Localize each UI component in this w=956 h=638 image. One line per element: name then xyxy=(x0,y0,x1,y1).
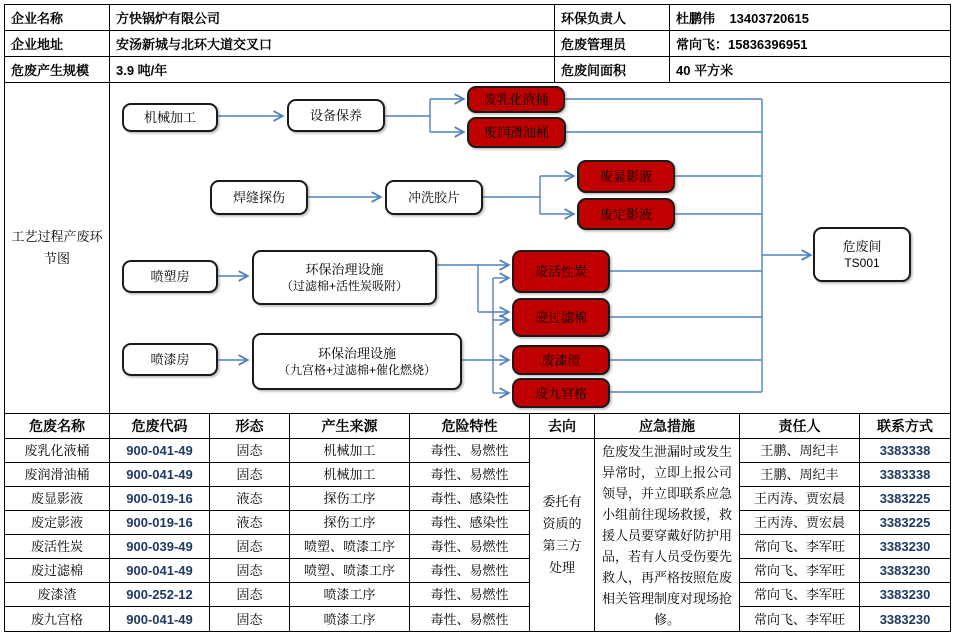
flow-section-title: 工艺过程产废环节图 xyxy=(5,83,110,413)
col-header-emergency: 应急措施 xyxy=(595,414,740,439)
table-row-name: 废漆渣 xyxy=(5,583,110,607)
emergency-measures-cell: 危废发生泄漏时或发生异常时，立即上报公司领导，并立即联系应急小组前往现场救援，救援人员要穿戴好防护用品，若有人员受伤要先救人，再严格按照危废相关管理制度对现场抢修。 xyxy=(595,439,740,631)
table-row-code: 900-041-49 xyxy=(110,463,210,487)
table-row-form: 固态 xyxy=(210,463,290,487)
table-row-person: 常向飞、李军旺 xyxy=(740,607,860,631)
node-waste-filter-cotton: 废过滤棉 xyxy=(512,298,610,337)
company-address-label: 企业地址 xyxy=(5,31,110,57)
node-treatment-facility-2: 环保治理设施 （九宫格+过滤棉+催化燃烧） xyxy=(252,333,462,390)
table-row-person: 王丙涛、贾宏晨 xyxy=(740,511,860,535)
table-row-hazard: 毒性、感染性 xyxy=(410,511,530,535)
table-row-person: 常向飞、李军旺 xyxy=(740,583,860,607)
table-row-source: 喷漆工序 xyxy=(290,607,410,631)
col-header-name: 危废名称 xyxy=(5,414,110,439)
company-name-value: 方快锅炉有限公司 xyxy=(110,5,555,31)
env-officer-value: 杜鹏伟 13403720615 xyxy=(670,5,950,31)
table-row-name: 废九宫格 xyxy=(5,607,110,631)
table-row-name: 废活性炭 xyxy=(5,535,110,559)
destination-cell: 委托有资质的第三方处理 xyxy=(530,439,595,631)
table-row-code: 900-041-49 xyxy=(110,607,210,631)
col-header-hazard: 危险特性 xyxy=(410,414,530,439)
node-equipment-maintenance: 设备保养 xyxy=(287,99,385,132)
table-row-source: 喷塑、喷漆工序 xyxy=(290,535,410,559)
node-waste-emulsion-barrel: 废乳化液桶 xyxy=(467,86,565,113)
node-waste-activated-carbon: 废活性炭 xyxy=(512,250,610,293)
node-waste-lube-oil-barrel: 废润滑油桶 xyxy=(467,117,566,148)
waste-manager-label: 危废管理员 xyxy=(555,31,670,57)
table-row-form: 固态 xyxy=(210,559,290,583)
waste-room-area-value: 40 平方米 xyxy=(670,57,950,83)
table-row-hazard: 毒性、易燃性 xyxy=(410,535,530,559)
table-row-code: 900-041-49 xyxy=(110,559,210,583)
table-row-form: 固态 xyxy=(210,535,290,559)
table-row-form: 液态 xyxy=(210,511,290,535)
col-header-source: 产生来源 xyxy=(290,414,410,439)
table-row-contact: 3383230 xyxy=(860,583,950,607)
table-row-person: 王丙涛、贾宏晨 xyxy=(740,487,860,511)
node-plastic-spray-room: 喷塑房 xyxy=(122,260,218,293)
hazardous-waste-record-sheet xyxy=(4,4,951,632)
table-row-source: 机械加工 xyxy=(290,439,410,463)
table-row-source: 机械加工 xyxy=(290,463,410,487)
process-flow-section xyxy=(5,83,950,414)
table-row-contact: 3383230 xyxy=(879,611,931,627)
company-info-table xyxy=(5,5,950,83)
col-header-form: 形态 xyxy=(210,414,290,439)
table-row-code: 900-019-16 xyxy=(110,511,210,535)
waste-scale-value: 3.9 吨/年 xyxy=(110,57,555,83)
flow-diagram xyxy=(110,83,950,413)
col-header-code: 危废代码 xyxy=(110,414,210,439)
table-row-hazard: 毒性、易燃性 xyxy=(410,439,530,463)
col-header-person: 责任人 xyxy=(740,414,860,439)
table-row-contact: 3383225 xyxy=(860,511,950,535)
table-row-name: 废过滤棉 xyxy=(5,559,110,583)
table-row-person: 常向飞、李军旺 xyxy=(740,535,860,559)
node-weld-flaw-detection: 焊缝探伤 xyxy=(210,180,308,215)
node-paint-spray-room: 喷漆房 xyxy=(122,343,218,376)
table-row-name: 废润滑油桶 xyxy=(5,463,110,487)
table-row-form: 液态 xyxy=(210,487,290,511)
node-treatment-facility-1: 环保治理设施 （过滤棉+活性炭吸附） xyxy=(252,250,437,305)
table-row-code: 900-041-49 xyxy=(110,439,210,463)
table-row-form: 固态 xyxy=(210,607,290,631)
table-row-name: 废显影液 xyxy=(5,487,110,511)
table-row-name: 废乳化液桶 xyxy=(5,439,110,463)
table-row-contact: 3383225 xyxy=(860,487,950,511)
table-row-contact: 3383338 xyxy=(860,463,950,487)
table-row-source: 喷漆工序 xyxy=(290,583,410,607)
table-row-hazard: 毒性、易燃性 xyxy=(410,559,530,583)
table-row-hazard: 毒性、易燃性 xyxy=(410,607,530,631)
node-waste-nine-grid: 废九宫格 xyxy=(512,378,610,408)
waste-detail-table xyxy=(5,414,950,631)
waste-room-area-label: 危废间面积 xyxy=(555,57,670,83)
table-row-code: 900-019-16 xyxy=(110,487,210,511)
table-row-contact: 3383338 xyxy=(860,439,950,463)
table-row-name: 废定影液 xyxy=(5,511,110,535)
table-row-source: 探伤工序 xyxy=(290,511,410,535)
table-row-source: 探伤工序 xyxy=(290,487,410,511)
table-row-contact: 3383230 xyxy=(860,559,950,583)
node-waste-room: 危废间 TS001 xyxy=(813,227,911,282)
table-row-person: 王鹏、周纪丰 xyxy=(740,463,860,487)
table-row-source: 喷塑、喷漆工序 xyxy=(290,559,410,583)
table-row-form: 固态 xyxy=(210,583,290,607)
waste-scale-label: 危废产生规模 xyxy=(5,57,110,83)
col-header-dest: 去向 xyxy=(530,414,595,439)
table-row-hazard: 毒性、感染性 xyxy=(410,487,530,511)
table-row-code: 900-039-49 xyxy=(110,535,210,559)
table-row-code: 900-252-12 xyxy=(110,583,210,607)
node-waste-fixer: 废定影液 xyxy=(577,198,675,230)
node-waste-paint-residue: 废漆渣 xyxy=(512,345,610,375)
col-header-contact: 联系方式 xyxy=(860,414,950,439)
waste-manager-value: 常向飞：15836396951 xyxy=(670,31,950,57)
node-waste-developer: 废显影液 xyxy=(577,160,675,193)
table-row-hazard: 毒性、易燃性 xyxy=(410,583,530,607)
table-row-person: 王鹏、周纪丰 xyxy=(740,439,860,463)
table-row-person: 常向飞、李军旺 xyxy=(740,559,860,583)
env-officer-label: 环保负责人 xyxy=(555,5,670,31)
company-address-value: 安汤新城与北环大道交叉口 xyxy=(110,31,555,57)
table-row-contact: 3383230 xyxy=(860,535,950,559)
table-row-form: 固态 xyxy=(210,439,290,463)
company-name-label: 企业名称 xyxy=(5,5,110,31)
node-machining: 机械加工 xyxy=(122,103,218,132)
table-row-hazard: 毒性、易燃性 xyxy=(410,463,530,487)
node-film-rinsing: 冲洗胶片 xyxy=(385,180,483,215)
